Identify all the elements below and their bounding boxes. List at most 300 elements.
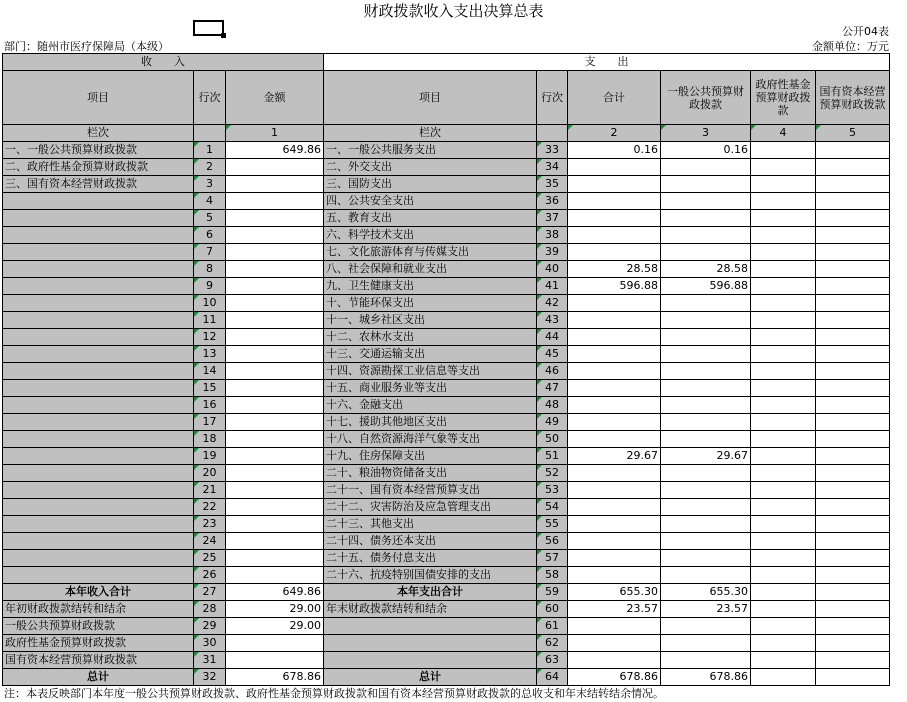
expense-line-cell[interactable]: 45 [537,346,568,363]
expense-item-cell[interactable]: 四、公共安全支出 [324,193,537,210]
table-row [3,482,890,499]
expense-state-cell[interactable] [816,227,890,244]
expense-fund-cell[interactable] [751,329,816,346]
expense-fund-cell[interactable] [751,550,816,567]
income-amount-cell[interactable] [226,397,324,414]
expense-state-cell[interactable] [816,244,890,261]
income-item-cell[interactable] [3,278,194,295]
income-amount-cell[interactable] [226,652,324,669]
expense-item-cell[interactable]: 十八、自然资源海洋气象等支出 [324,431,537,448]
expense-item-cell[interactable]: 十一、城乡社区支出 [324,312,537,329]
expense-state-cell[interactable] [816,397,890,414]
expense-fund-cell[interactable] [751,346,816,363]
expense-item-cell[interactable]: 二、外交支出 [324,159,537,176]
expense-general-cell[interactable] [661,499,751,516]
expense-total-cell[interactable] [568,193,661,210]
expense-total-cell[interactable] [568,465,661,482]
expense-item-cell[interactable]: 十九、住房保障支出 [324,448,537,465]
expense-total-cell[interactable]: 0.16 [568,142,661,159]
expense-state-cell[interactable] [816,346,890,363]
expense-general-cell[interactable] [661,431,751,448]
income-item-cell[interactable] [3,363,194,380]
expense-line-cell[interactable]: 53 [537,482,568,499]
income-item-cell[interactable] [3,193,194,210]
income-line-cell[interactable]: 12 [194,329,226,346]
expense-fund-cell[interactable] [751,448,816,465]
expense-total-cell[interactable] [568,159,661,176]
expense-state-cell[interactable] [816,635,890,652]
expense-line-cell[interactable]: 62 [537,635,568,652]
income-item-cell[interactable]: 政府性基金预算财政拨款 [3,635,194,652]
expense-general-cell[interactable]: 23.57 [661,601,751,618]
expense-line-cell[interactable]: 54 [537,499,568,516]
expense-line-cell[interactable]: 56 [537,533,568,550]
income-line-cell[interactable]: 7 [194,244,226,261]
expense-general-cell[interactable] [661,618,751,635]
expense-general-cell[interactable] [661,244,751,261]
expense-line-cell[interactable]: 33 [537,142,568,159]
income-amount-cell[interactable]: 29.00 [226,601,324,618]
expense-state-cell[interactable] [816,618,890,635]
expense-line-cell[interactable]: 63 [537,652,568,669]
expense-total-cell[interactable] [568,550,661,567]
expense-state-cell[interactable] [816,448,890,465]
expense-line-cell[interactable]: 60 [537,601,568,618]
expense-general-cell[interactable]: 29.67 [661,448,751,465]
expense-item-cell[interactable]: 十、节能环保支出 [324,295,537,312]
expense-state-cell[interactable] [816,176,890,193]
expense-state-cell[interactable] [816,295,890,312]
expense-fund-cell[interactable] [751,669,816,686]
expense-line-cell[interactable]: 34 [537,159,568,176]
income-item-cell[interactable] [3,329,194,346]
expense-total-cell[interactable] [568,652,661,669]
expense-item-cell[interactable]: 八、社会保障和就业支出 [324,261,537,278]
income-line-cell[interactable]: 9 [194,278,226,295]
income-amount-cell[interactable] [226,329,324,346]
income-amount-cell[interactable] [226,346,324,363]
income-line-cell[interactable]: 24 [194,533,226,550]
income-line-cell[interactable]: 26 [194,567,226,584]
income-item-cell[interactable] [3,448,194,465]
expense-state-cell[interactable] [816,363,890,380]
expense-general-cell[interactable]: 678.86 [661,669,751,686]
expense-fund-cell[interactable] [751,482,816,499]
income-line-cell[interactable]: 20 [194,465,226,482]
income-amount-cell[interactable] [226,499,324,516]
income-line-cell[interactable]: 8 [194,261,226,278]
income-amount-cell[interactable] [226,380,324,397]
income-amount-cell[interactable] [226,516,324,533]
expense-line-cell[interactable]: 36 [537,193,568,210]
income-amount-cell[interactable] [226,567,324,584]
income-line-cell[interactable]: 17 [194,414,226,431]
expense-fund-cell[interactable] [751,635,816,652]
expense-general-cell[interactable] [661,295,751,312]
table-row [3,261,890,278]
expense-fund-cell[interactable] [751,499,816,516]
budget-table [2,53,890,686]
expense-general-cell[interactable] [661,550,751,567]
expense-total-cell[interactable] [568,533,661,550]
expense-item-cell[interactable] [324,618,537,635]
expense-fund-cell[interactable] [751,244,816,261]
expense-item-cell[interactable]: 十三、交通运输支出 [324,346,537,363]
expense-general-cell[interactable]: 28.58 [661,261,751,278]
expense-item-cell[interactable] [324,652,537,669]
table-row [3,448,890,465]
expense-general-cell[interactable] [661,397,751,414]
income-line-cell[interactable]: 23 [194,516,226,533]
income-line-cell[interactable]: 13 [194,346,226,363]
expense-fund-cell[interactable] [751,142,816,159]
expense-general-cell[interactable] [661,329,751,346]
expense-item-header: 项目 [324,71,537,125]
income-line-cell[interactable]: 3 [194,176,226,193]
expense-fund-cell[interactable] [751,652,816,669]
income-line-cell[interactable]: 32 [194,669,226,686]
expense-general-cell[interactable] [661,652,751,669]
expense-total-cell[interactable] [568,227,661,244]
expense-item-cell[interactable]: 十五、商业服务业等支出 [324,380,537,397]
table-row [3,244,890,261]
income-amount-cell[interactable] [226,278,324,295]
income-amount-cell[interactable] [226,312,324,329]
expense-general-cell[interactable]: 596.88 [661,278,751,295]
expense-general-cell[interactable] [661,533,751,550]
expense-item-cell[interactable]: 本年支出合计 [324,584,537,601]
expense-total-cell[interactable] [568,431,661,448]
expense-total-cell[interactable]: 678.86 [568,669,661,686]
expense-item-cell[interactable]: 二十四、债务还本支出 [324,533,537,550]
expense-fund-cell[interactable] [751,210,816,227]
expense-line-cell[interactable]: 41 [537,278,568,295]
income-item-cell[interactable] [3,533,194,550]
expense-item-cell[interactable]: 总计 [324,669,537,686]
income-line-cell[interactable]: 2 [194,159,226,176]
income-line-cell[interactable]: 15 [194,380,226,397]
expense-total-cell[interactable] [568,363,661,380]
expense-total-cell[interactable] [568,414,661,431]
income-item-cell[interactable]: 一般公共预算财政拨款 [3,618,194,635]
income-amount-cell[interactable] [226,448,324,465]
income-amount-cell[interactable] [226,414,324,431]
expense-general-cell[interactable] [661,176,751,193]
income-amount-cell[interactable]: 649.86 [226,584,324,601]
income-amount-cell[interactable] [226,227,324,244]
expense-fund-cell[interactable] [751,312,816,329]
expense-line-cell[interactable]: 44 [537,329,568,346]
expense-state-cell[interactable] [816,414,890,431]
expense-total-cell[interactable] [568,397,661,414]
expense-line-cell[interactable]: 59 [537,584,568,601]
income-item-cell[interactable] [3,244,194,261]
expense-fund-cell[interactable] [751,584,816,601]
expense-fund-cell[interactable] [751,397,816,414]
expense-fund-cell[interactable] [751,363,816,380]
expense-state-cell[interactable] [816,210,890,227]
expense-general-cell[interactable] [661,363,751,380]
income-line-cell[interactable]: 4 [194,193,226,210]
expense-fund-cell[interactable] [751,414,816,431]
expense-fund-cell[interactable] [751,516,816,533]
expense-fund-cell[interactable] [751,159,816,176]
income-amount-cell[interactable] [226,176,324,193]
income-item-cell[interactable] [3,465,194,482]
expense-fund-cell[interactable] [751,465,816,482]
expense-state-cell[interactable] [816,142,890,159]
expense-state-cell[interactable] [816,601,890,618]
income-amount-cell[interactable] [226,210,324,227]
expense-total-cell[interactable] [568,244,661,261]
expense-state-cell[interactable] [816,329,890,346]
expense-line-cell[interactable]: 50 [537,431,568,448]
income-line-cell[interactable]: 18 [194,431,226,448]
expense-line-cell[interactable]: 52 [537,465,568,482]
income-line-cell[interactable]: 31 [194,652,226,669]
income-amount-cell[interactable] [226,465,324,482]
expense-total-cell[interactable] [568,482,661,499]
table-row [3,533,890,550]
income-amount-cell[interactable] [226,482,324,499]
expense-item-cell[interactable]: 三、国防支出 [324,176,537,193]
table-row [3,397,890,414]
expense-state-cell[interactable] [816,278,890,295]
expense-fund-cell[interactable] [751,295,816,312]
expense-line-cell[interactable]: 58 [537,567,568,584]
income-item-cell[interactable] [3,295,194,312]
expense-line-cell[interactable]: 37 [537,210,568,227]
income-line-cell[interactable]: 22 [194,499,226,516]
expense-line-cell[interactable]: 49 [537,414,568,431]
table-row [3,414,890,431]
expense-line-cell[interactable]: 35 [537,176,568,193]
expense-item-cell[interactable]: 二十三、其他支出 [324,516,537,533]
expense-general-cell[interactable] [661,635,751,652]
footnote: 注：本表反映部门本年度一般公共预算财政拨款、政府性基金预算财政拨款和国有资本经营预算财政拨款的总收支和年末结转结余情况。 [4,687,664,700]
income-amount-cell[interactable] [226,244,324,261]
expense-item-cell[interactable]: 二十六、抗疫特别国债安排的支出 [324,567,537,584]
income-item-cell[interactable] [3,346,194,363]
expense-general-cell[interactable] [661,567,751,584]
expense-total-cell[interactable]: 596.88 [568,278,661,295]
expense-item-cell[interactable]: 十七、援助其他地区支出 [324,414,537,431]
expense-general-cell[interactable] [661,465,751,482]
expense-general-cell[interactable] [661,159,751,176]
expense-item-cell[interactable]: 二十五、债务付息支出 [324,550,537,567]
expense-item-cell[interactable]: 十六、金融支出 [324,397,537,414]
expense-general-cell[interactable] [661,380,751,397]
expense-state-cell[interactable] [816,533,890,550]
expense-general-cell[interactable] [661,414,751,431]
expense-total-cell[interactable] [568,380,661,397]
income-amount-cell[interactable]: 649.86 [226,142,324,159]
expense-state-cell[interactable] [816,516,890,533]
expense-state-cell[interactable] [816,550,890,567]
income-line-cell[interactable]: 16 [194,397,226,414]
expense-state-cell[interactable] [816,261,890,278]
expense-line-cell[interactable]: 38 [537,227,568,244]
income-line-cell[interactable]: 19 [194,448,226,465]
income-item-cell[interactable] [3,431,194,448]
income-amount-cell[interactable] [226,550,324,567]
expense-state-cell[interactable] [816,159,890,176]
income-item-cell[interactable] [3,397,194,414]
expense-state-cell[interactable] [816,584,890,601]
expense-fund-cell[interactable] [751,618,816,635]
income-amount-cell[interactable] [226,261,324,278]
income-amount-cell[interactable] [226,533,324,550]
income-line-cell[interactable]: 21 [194,482,226,499]
expense-fund-cell[interactable] [751,533,816,550]
expense-total-cell[interactable]: 655.30 [568,584,661,601]
income-item-cell[interactable]: 年初财政拨款结转和结余 [3,601,194,618]
expense-item-cell[interactable]: 六、科学技术支出 [324,227,537,244]
expense-fund-cell[interactable] [751,567,816,584]
expense-line-cell[interactable]: 55 [537,516,568,533]
expense-fund-cell[interactable] [751,380,816,397]
income-item-cell[interactable] [3,567,194,584]
expense-general-cell[interactable] [661,193,751,210]
income-line-cell[interactable]: 10 [194,295,226,312]
income-item-cell[interactable] [3,499,194,516]
income-line-cell[interactable]: 27 [194,584,226,601]
expense-total-cell[interactable] [568,516,661,533]
expense-item-cell[interactable]: 十四、资源勘探工业信息等支出 [324,363,537,380]
expense-item-cell[interactable]: 九、卫生健康支出 [324,278,537,295]
expense-total-cell[interactable]: 28.58 [568,261,661,278]
expense-general-cell[interactable] [661,227,751,244]
income-line-cell[interactable]: 30 [194,635,226,652]
expense-item-cell[interactable]: 年末财政拨款结转和结余 [324,601,537,618]
expense-line-cell[interactable]: 39 [537,244,568,261]
expense-state-cell[interactable] [816,652,890,669]
expense-line-cell[interactable]: 64 [537,669,568,686]
expense-item-cell[interactable]: 十二、农林水支出 [324,329,537,346]
expense-fund-cell[interactable] [751,431,816,448]
income-line-cell[interactable]: 29 [194,618,226,635]
income-item-cell[interactable] [3,550,194,567]
expense-general-cell[interactable] [661,210,751,227]
expense-fund-cell[interactable] [751,601,816,618]
expense-item-cell[interactable]: 五、教育支出 [324,210,537,227]
income-line-cell[interactable]: 28 [194,601,226,618]
expense-total-cell[interactable] [568,210,661,227]
income-amount-cell[interactable]: 29.00 [226,618,324,635]
expense-general-cell[interactable]: 655.30 [661,584,751,601]
income-amount-cell[interactable] [226,159,324,176]
expense-item-cell[interactable]: 二十二、灾害防治及应急管理支出 [324,499,537,516]
expense-total-cell[interactable] [568,176,661,193]
expense-total-cell[interactable] [568,312,661,329]
expense-line-cell[interactable]: 40 [537,261,568,278]
income-item-cell[interactable] [3,261,194,278]
income-line-cell[interactable]: 14 [194,363,226,380]
expense-line-cell[interactable]: 48 [537,397,568,414]
expense-general-cell[interactable] [661,312,751,329]
expense-item-cell[interactable]: 一、一般公共服务支出 [324,142,537,159]
expense-state-cell[interactable] [816,567,890,584]
expense-item-cell[interactable]: 二十、粮油物资储备支出 [324,465,537,482]
income-item-cell[interactable]: 二、政府性基金预算财政拨款 [3,159,194,176]
income-line-cell[interactable]: 11 [194,312,226,329]
income-item-cell[interactable] [3,227,194,244]
expense-total-cell[interactable] [568,635,661,652]
expense-state-cell[interactable] [816,380,890,397]
income-item-cell[interactable] [3,312,194,329]
income-line-cell[interactable]: 25 [194,550,226,567]
expense-state-cell[interactable] [816,465,890,482]
expense-total-cell[interactable]: 23.57 [568,601,661,618]
expense-line-cell[interactable]: 43 [537,312,568,329]
expense-item-cell[interactable]: 二十一、国有资本经营预算支出 [324,482,537,499]
expense-line-cell[interactable]: 47 [537,380,568,397]
expense-state-cell[interactable] [816,431,890,448]
expense-fund-cell[interactable] [751,261,816,278]
income-amount-cell[interactable] [226,431,324,448]
income-line-cell[interactable]: 5 [194,210,226,227]
income-amount-cell[interactable] [226,635,324,652]
expense-total-cell[interactable] [568,295,661,312]
income-item-cell[interactable] [3,482,194,499]
income-item-cell[interactable]: 三、国有资本经营财政拨款 [3,176,194,193]
expense-fund-cell[interactable] [751,193,816,210]
expense-line-cell[interactable]: 51 [537,448,568,465]
expense-fund-cell[interactable] [751,227,816,244]
expense-line-cell[interactable]: 46 [537,363,568,380]
income-amount-cell[interactable] [226,363,324,380]
income-amount-cell[interactable] [226,295,324,312]
expense-state-cell[interactable] [816,193,890,210]
income-line-cell[interactable]: 1 [194,142,226,159]
expense-total-cell[interactable] [568,499,661,516]
expense-line-cell[interactable]: 57 [537,550,568,567]
income-item-cell[interactable] [3,516,194,533]
expense-state-cell[interactable] [816,669,890,686]
income-item-cell[interactable] [3,210,194,227]
income-amount-cell[interactable] [226,193,324,210]
income-amount-cell[interactable]: 678.86 [226,669,324,686]
expense-state-cell[interactable] [816,312,890,329]
expense-fund-cell[interactable] [751,176,816,193]
expense-general-cell[interactable] [661,346,751,363]
income-item-cell[interactable]: 一、一般公共预算财政拨款 [3,142,194,159]
expense-item-cell[interactable]: 七、文化旅游体育与传媒支出 [324,244,537,261]
expense-total-cell[interactable] [568,329,661,346]
income-item-cell[interactable] [3,380,194,397]
expense-general-cell[interactable] [661,516,751,533]
expense-state-cell[interactable] [816,499,890,516]
income-line-cell[interactable]: 6 [194,227,226,244]
expense-total-cell[interactable] [568,567,661,584]
expense-line-cell[interactable]: 61 [537,618,568,635]
expense-total-cell[interactable] [568,346,661,363]
income-item-cell[interactable]: 本年收入合计 [3,584,194,601]
expense-state-cell[interactable] [816,482,890,499]
income-colnum-line [194,125,226,142]
income-item-cell[interactable] [3,414,194,431]
expense-item-cell[interactable] [324,635,537,652]
expense-fund-cell[interactable] [751,278,816,295]
expense-line-cell[interactable]: 42 [537,295,568,312]
expense-total-cell[interactable] [568,618,661,635]
expense-general-cell[interactable] [661,482,751,499]
selected-cell[interactable] [193,20,224,36]
income-item-cell[interactable]: 总计 [3,669,194,686]
expense-total-cell[interactable]: 29.67 [568,448,661,465]
expense-general-cell[interactable]: 0.16 [661,142,751,159]
income-item-cell[interactable]: 国有资本经营预算财政拨款 [3,652,194,669]
